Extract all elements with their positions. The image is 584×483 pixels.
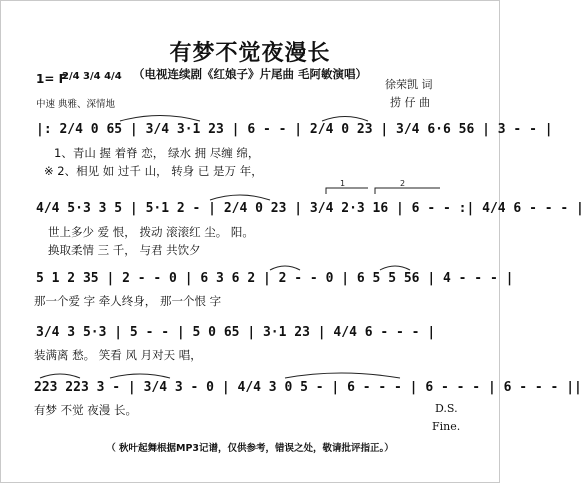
score-row-3-lyrics: 那一个爱 字 牵人终身， 那一个恨 字 (34, 294, 222, 308)
score-row-4-lyrics: 装满离 愁。 笑看 风 月对天 唱， (34, 348, 202, 362)
slur-mark (285, 373, 400, 378)
score-row-2-lyrics-verse-2: 换取柔情 三 千， 与君 共饮夕 (48, 243, 201, 257)
slur-mark (120, 116, 200, 122)
score-row-1-lyrics-verse-2: ※ 2、相见 如 过千 山， 转身 已 是万 年， (44, 164, 263, 178)
score-row-1-lyrics-verse-1: 1、青山 握 着脊 恋， 绿水 拥 尽缠 绵， (54, 146, 260, 160)
tempo-marking: 中速 典雅、深情地 (36, 99, 116, 110)
volta-number-1: 1 (340, 179, 346, 188)
volta-bracket (326, 188, 368, 194)
slur-mark (210, 195, 270, 200)
footer-note: （ 秋叶起舞根据MP3记谱，仅供参考，错误之处，敬请批评指正。） (106, 443, 394, 454)
composer-credit: 捞 仔 曲 (390, 96, 430, 109)
song-title: 有梦不觉夜漫长 (169, 40, 331, 66)
song-subtitle: （电视连续剧《红娘子》片尾曲 毛阿敏演唱） (132, 67, 367, 81)
slur-mark (322, 117, 368, 122)
dal-segno-marking: D.S. (435, 402, 458, 415)
slur-mark (380, 266, 410, 270)
slur-mark (270, 266, 300, 270)
score-row-4-notes: 3/4 3 5·3 | 5 - - | 5 0 65 | 3·1 23 | 4/4 6 - - - | (36, 325, 436, 340)
score-row-2-notes: 4/4 5·3 3 5 | 5·1 2 - | 2/4 0 23 | 3/4 2·3 16 | 6 - - :| 4/4 6 - - - | (36, 201, 584, 216)
time-signatures: 2/4 3/4 4/4 (62, 71, 122, 82)
score-row-1-notes: |: 2/4 0 65 | 3/4 3·1 23 | 6 - - | 2/4 0 23 | 3/4 6·6 56 | 3 - - | (36, 122, 553, 137)
slur-mark (110, 374, 170, 378)
score-row-3-notes: 5 1 2 35 | 2 - - 0 | 6 3 6 2 | 2 - - 0 | 6 5 5 56 | 4 - - - | (36, 271, 514, 286)
score-row-5-lyrics: 有梦 不觉 夜漫 长。 (34, 403, 137, 417)
score-row-2-lyrics-verse-1: 世上多少 爱 恨， 拨动 滚滚红 尘。 阳。 (48, 225, 254, 239)
key-signature: 1= F (36, 72, 67, 86)
lyricist-credit: 徐荣凯 词 (385, 78, 433, 91)
volta-bracket (375, 188, 440, 194)
score-row-5-notes: 223 223 3 - | 3/4 3 - 0 | 4/4 3 0 5 - | 6 - - - | 6 - - - | 6 - - - || (34, 380, 582, 395)
slur-mark (40, 374, 80, 378)
fine-marking: Fine. (432, 420, 461, 433)
volta-number-2: 2 (400, 179, 406, 188)
